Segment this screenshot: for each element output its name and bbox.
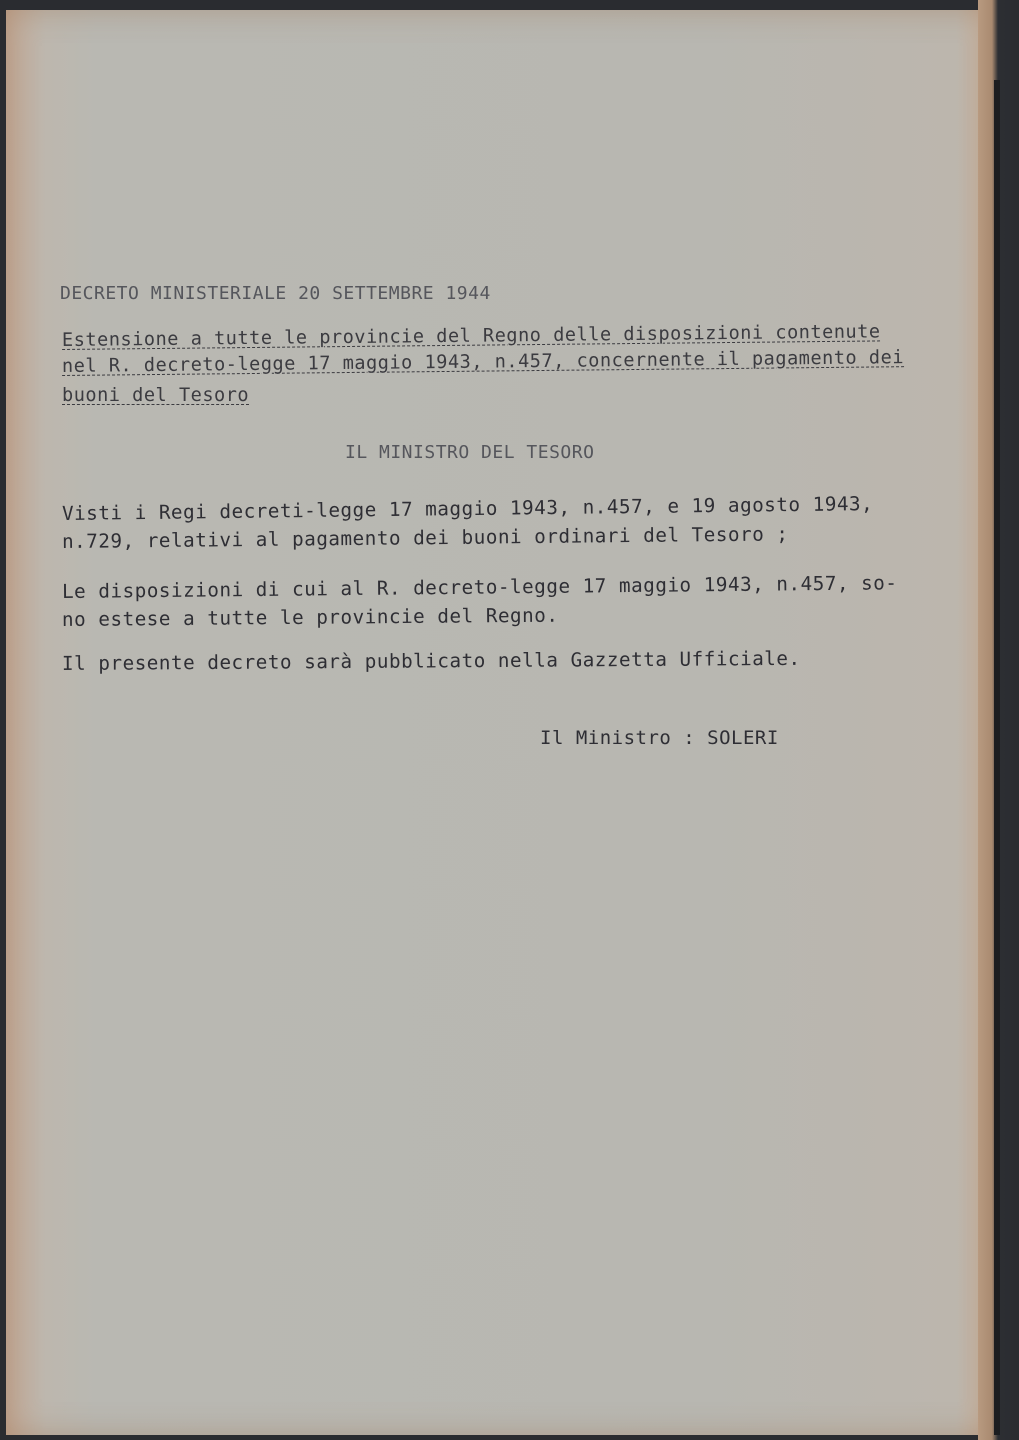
signature-line: Il Ministro : SOLERI bbox=[540, 727, 779, 749]
issuing-authority: IL MINISTRO DEL TESORO bbox=[345, 442, 595, 463]
visti-line-2: n.729, relativi al pagamento dei buoni ordinari del Tesoro ; bbox=[61, 522, 789, 553]
binding-shadow bbox=[994, 80, 1000, 1435]
subject-line-3: buoni del Tesoro bbox=[62, 385, 250, 406]
visti-line-1: Visti i Regi decreti-legge 17 maggio 1943, n.457, e 19 agosto 1943, bbox=[61, 492, 874, 525]
subject-line-1: Estensione a tutte le provincie del Regno delle disposizioni contenute bbox=[61, 321, 881, 351]
document-header: DECRETO MINISTERIALE 20 SETTEMBRE 1944 bbox=[60, 283, 491, 304]
decree-line-1: Le disposizioni di cui al R. decreto-legge 17 maggio 1943, n.457, so- bbox=[61, 571, 898, 603]
paper-sheet bbox=[6, 10, 996, 1435]
decree-line-2: no estese a tutte le provincie del Regno. bbox=[61, 603, 559, 631]
subject-line-2: nel R. decreto-legge 17 maggio 1943, n.457, concernente il pagamento dei bbox=[61, 347, 905, 377]
publication-clause: Il presente decreto sarà pubblicato nella Gazzetta Ufficiale. bbox=[61, 646, 801, 675]
